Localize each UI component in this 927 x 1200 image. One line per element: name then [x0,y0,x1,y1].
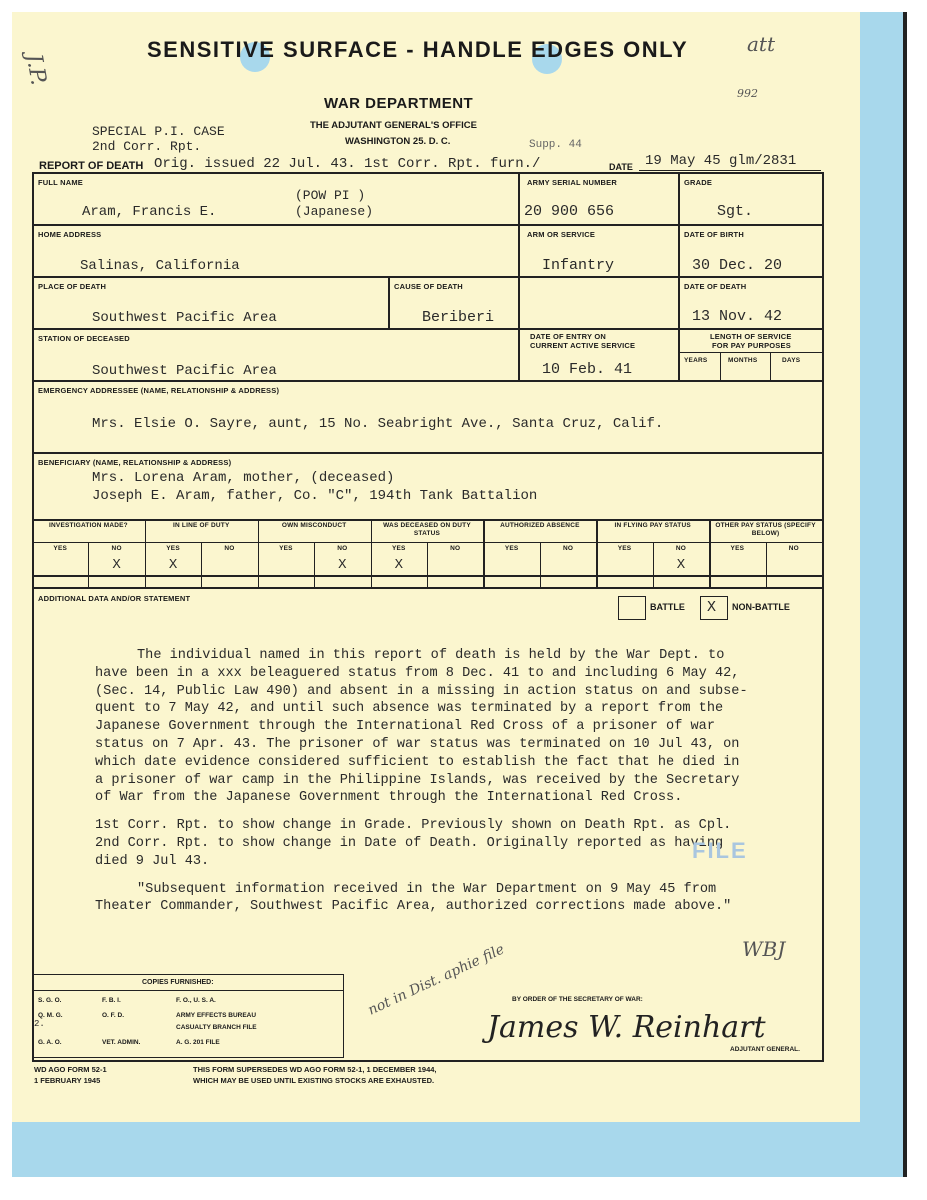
status-column-label: OTHER PAY STATUS (SPECIFY BELOW) [715,522,816,537]
statement-line: which date evidence considered sufficient to establish the fact that he died in [95,754,740,770]
status-yes-mark: X [168,557,178,573]
statement-line: "Subsequent information received in the War Department on 9 May 45 from [137,881,717,897]
station-label: STATION OF DECEASED [38,334,130,343]
status-no-label: NO [788,545,799,552]
status-yes-label: YES [504,545,519,552]
pow-note-1: (POW PI ) [295,188,366,203]
supp-note: Supp. 44 [529,139,582,151]
pow-note-2: (Japanese) [295,204,374,219]
statement-line: Theater Commander, Southwest Pacific Area, authorized corrections made above." [95,899,732,915]
place-of-death: Southwest Pacific Area [92,310,277,326]
status-column-label: IN FLYING PAY STATUS [614,522,691,529]
beneficiary-2: Joseph E. Aram, father, Co. "C", 194th Tank Battalion [92,488,538,504]
place-label: PLACE OF DEATH [38,282,107,291]
status-column-label: WAS DECEASED ON DUTY STATUS [383,522,471,537]
beneficiary-label: BENEFICIARY (NAME, RELATIONSHIP & ADDRESS) [38,458,232,467]
status-no-label: NO [224,545,235,552]
serial-label: ARMY SERIAL NUMBER [527,178,617,187]
adjutant-title: ADJUTANT GENERAL. [730,1046,800,1053]
date-of-birth: 30 Dec. 20 [692,257,783,274]
supersedes-1: THIS FORM SUPERSEDES WD AGO FORM 52-1, 1 DECEMBER 1944, [193,1065,437,1074]
copies-cell: S. G. O. [38,997,62,1004]
office-title: THE ADJUTANT GENERAL'S OFFICE [310,120,477,131]
dob-label: DATE OF BIRTH [684,230,744,239]
form-date: 1 FEBRUARY 1945 [34,1076,101,1085]
non-battle-mark: X [707,599,717,616]
battle-label: BATTLE [650,602,685,612]
entry-label-1: DATE OF ENTRY ON [530,332,606,341]
length-label-2: FOR PAY PURPOSES [712,341,791,350]
status-column-label: IN LINE OF DUTY [173,522,230,529]
cause-of-death: Beriberi [422,309,495,326]
copies-cell: CASUALTY BRANCH FILE [176,1024,257,1031]
handwritten-note: not in Dist. aphie file [365,941,507,1019]
additional-label: ADDITIONAL DATA AND/OR STATEMENT [38,594,191,603]
copies-cell: F. B. I. [102,997,121,1004]
signature: James W. Reinhart [487,1010,766,1045]
full-name-label: FULL NAME [38,178,83,187]
date-value: 19 May 45 glm/2831 [645,153,797,169]
sensitive-banner: SENSITIVE SURFACE - HANDLE EDGES ONLY [147,37,689,62]
orig-issued: Orig. issued 22 Jul. 43. 1st Corr. Rpt. furn./ [154,156,541,172]
status-yes-label: YES [730,545,745,552]
battle-checkbox [618,596,646,620]
dod-label: DATE OF DEATH [684,282,747,291]
station: Southwest Pacific Area [92,363,277,379]
corner-number: 992 [737,87,758,100]
status-yes-label: YES [391,545,406,552]
scan-background-bottom [12,1120,905,1177]
report-of-death-label: REPORT OF DEATH [39,160,144,172]
home-address-label: HOME ADDRESS [38,230,102,239]
statement-line: have been in a xxx beleaguered status from 8 Dec. 41 to and including 6 May 42, [95,665,740,681]
date-label: DATE [609,162,633,172]
report-document [12,12,860,1122]
case-line-1: SPECIAL P.I. CASE [92,124,225,139]
file-stamp: FILE [692,838,748,863]
copies-cell: Q. M. G. [38,1012,63,1019]
copies-cell: O. F. D. [102,1012,125,1019]
department-title: WAR DEPARTMENT [324,95,474,112]
home-address: Salinas, California [80,258,240,274]
months-label: MONTHS [728,357,758,364]
status-yes-label: YES [617,545,632,552]
full-name: Aram, Francis E. [82,204,217,220]
grade-label: GRADE [684,178,713,187]
entry-date: 10 Feb. 41 [542,361,633,378]
copies-cell: F. O., U. S. A. [176,997,216,1004]
status-yes-mark: X [394,557,403,573]
scan-edge [903,12,907,1177]
status-yes-label: YES [279,545,293,552]
form-number: WD AGO FORM 52-1 [34,1065,107,1074]
arm-label: ARM OR SERVICE [527,230,596,239]
status-no-label: NO [675,545,686,552]
city: WASHINGTON 25. D. C. [345,136,451,147]
emergency-addressee: Mrs. Elsie O. Sayre, aunt, 15 No. Seabright Ave., Santa Cruz, Calif. [92,416,664,432]
status-yes-label: YES [166,545,180,552]
statement-line: 1st Corr. Rpt. to show change in Grade. Previously shown on Death Rpt. as Cpl. [95,818,732,834]
emergency-label: EMERGENCY ADDRESSEE (NAME, RELATIONSHIP & ADDRESS) [38,386,280,395]
statement-line: of War from the Japanese Government through the International Red Cross. [95,790,683,806]
copies-mark: 2. [34,1019,45,1029]
years-label: YEARS [684,357,708,364]
status-no-label: NO [562,545,574,552]
status-no-label: NO [111,545,122,552]
statement-line: Japanese Government through the International Red Cross of a prisoner of war [95,719,715,735]
status-yes-label: YES [53,545,68,552]
status-no-mark: X [338,557,347,573]
copies-cell: G. A. O. [38,1039,62,1046]
status-no-mark: X [676,557,686,573]
copies-cell: VET. ADMIN. [102,1039,141,1046]
supersedes-2: WHICH MAY BE USED UNTIL EXISTING STOCKS ARE EXHAUSTED. [193,1076,435,1085]
att-note: att [747,32,775,56]
copies-title: COPIES FURNISHED: [142,979,214,986]
statement-line: The individual named in this report of death is held by the War Dept. to [137,648,725,663]
cause-label: CAUSE OF DEATH [394,282,463,291]
copies-cell: ARMY EFFECTS BUREAU [176,1012,257,1019]
status-column-label: OWN MISCONDUCT [281,522,347,529]
statement-line: status on 7 Apr. 43. The prisoner of war status was terminated on 10 Jul 43, on [95,737,740,752]
status-no-mark: X [112,557,121,573]
statement-line: 2nd Corr. Rpt. to show change in Date of Death. Originally reported as having [95,836,724,851]
arm-service: Infantry [542,257,615,274]
days-label: DAYS [782,357,801,364]
status-column-label: INVESTIGATION MADE? [49,522,128,529]
entry-label-2: CURRENT ACTIVE SERVICE [530,341,636,350]
jp-initials: J.P. [20,51,51,88]
serial-number: 20 900 656 [524,203,615,220]
status-column-label: AUTHORIZED ABSENCE [500,522,580,529]
statement-line: died 9 Jul 43. [95,853,210,869]
length-label-1: LENGTH OF SERVICE [710,332,792,341]
case-line-2: 2nd Corr. Rpt. [92,139,202,154]
beneficiary-1: Mrs. Lorena Aram, mother, (deceased) [92,470,395,486]
statement-line: (Sec. 14, Public Law 490) and absent in a missing in action status on and subse- [95,683,748,699]
date-of-death: 13 Nov. 42 [692,308,783,325]
status-no-label: NO [450,545,461,552]
handwritten-initials: WBJ [742,937,786,961]
grade: Sgt. [717,203,754,220]
statement-line: quent to 7 May 42, and until such absence was terminated by a report from the [95,701,724,717]
order-line: BY ORDER OF THE SECRETARY OF WAR: [512,996,643,1003]
statement-line: a prisoner of war camp in the Philippine Islands, was received by the Secretary [95,772,740,788]
copies-cell: A. G. 201 FILE [176,1039,220,1046]
status-no-label: NO [337,545,348,552]
non-battle-label: NON-BATTLE [732,602,790,612]
